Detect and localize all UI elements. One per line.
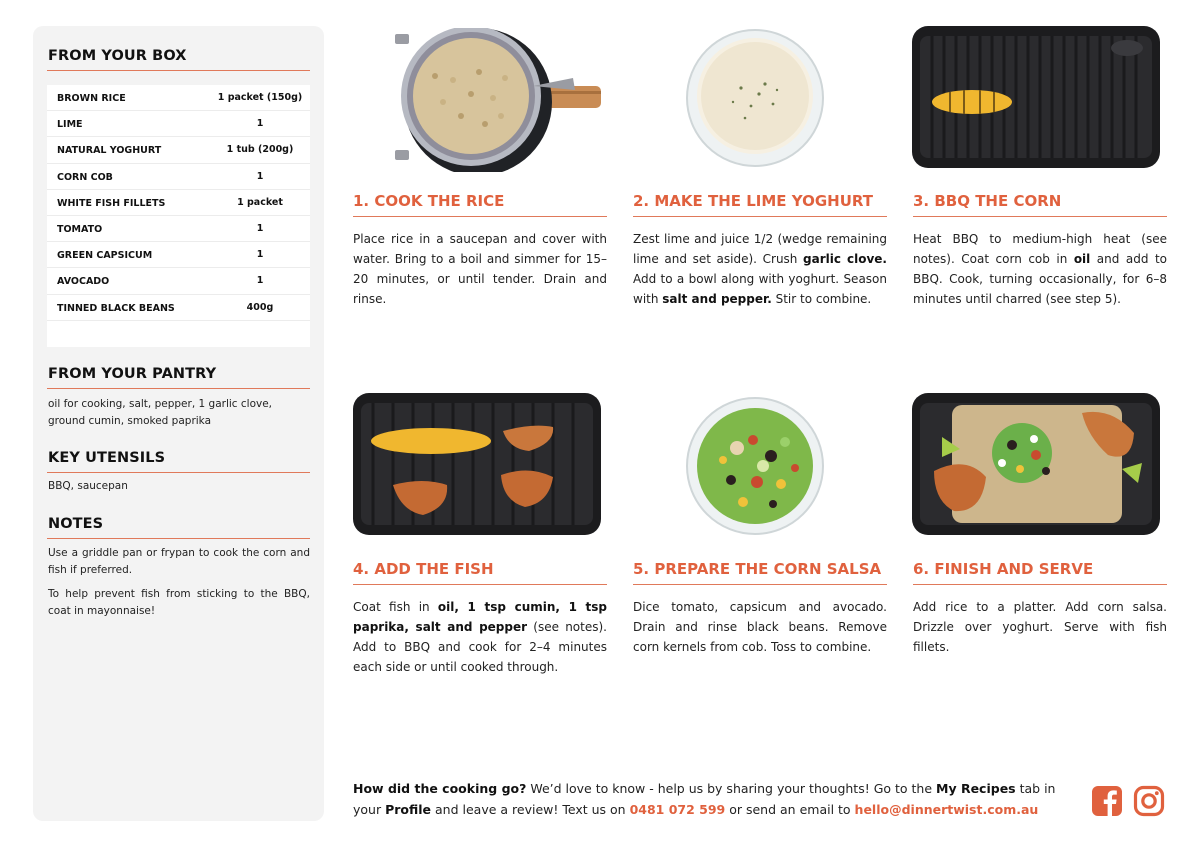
ingredient-row [47, 268, 310, 294]
ingredient-quantity: 1 [256, 170, 264, 182]
facebook-icon[interactable] [1091, 785, 1123, 817]
step-ingredient-highlight: salt and pepper. [662, 292, 772, 306]
instagram-icon[interactable] [1133, 785, 1165, 817]
step-title: 4. ADD THE FISH [353, 560, 494, 578]
step-text: (see notes). Add to BBQ and cook for 2–4 minutes each side or until cooked through. [353, 620, 607, 674]
pantry-text: oil for cooking, salt, pepper, 1 garlic clove, ground cumin, smoked paprika [48, 398, 273, 427]
footer-text: tab in your [353, 781, 1056, 817]
step-title: 5. PREPARE THE CORN SALSA [633, 560, 882, 578]
step-title: 3. BBQ THE CORN [913, 192, 1062, 210]
ingredient-name: AVOCADO [57, 276, 110, 288]
finished-platter-image [912, 393, 1160, 535]
step-text: Dice tomato, capsicum and avocado. Drain and rinse black beans. Remove corn kernels from cob. Toss to combine. [633, 600, 887, 654]
ingredient-name: TINNED BLACK BEANS [57, 302, 175, 314]
ingredient-quantity: 1 [256, 249, 264, 261]
step-text: Heat BBQ to medium-high heat (see notes). Coat corn cob in [913, 232, 1167, 266]
step-text: and add to BBQ. Cook, turning occasionally, for 6–8 minutes until charred (see step 5). [913, 252, 1167, 306]
from-your-box-title: FROM YOUR BOX [48, 48, 187, 64]
rice-strainer-image [383, 28, 603, 172]
step-instructions [633, 597, 887, 657]
ingredient-row [47, 216, 310, 242]
ingredient-quantity: 1 packet [237, 196, 283, 208]
sidebar [33, 26, 324, 821]
step-instructions [913, 597, 1167, 657]
ingredient-quantity: 400g [246, 301, 274, 313]
divider [633, 216, 887, 217]
profile-link[interactable]: Profile [385, 802, 432, 817]
step-title: 1. COOK THE RICE [353, 192, 505, 210]
footer-text: or send an email to [725, 802, 855, 817]
ingredient-row [47, 295, 310, 321]
ingredient-quantity: 1 [256, 223, 264, 234]
ingredient-name: NATURAL YOGHURT [57, 145, 162, 157]
email-link[interactable]: hello@dinnertwist.com.au [854, 802, 1039, 817]
ingredient-row [47, 164, 310, 190]
footer-question: How did the cooking go? [353, 781, 527, 796]
divider [47, 472, 310, 473]
yoghurt-bowl-image [685, 28, 825, 168]
ingredient-quantity: 1 [256, 275, 264, 287]
step-ingredient-highlight: oil [1073, 252, 1091, 266]
step-text: Stir to combine. [771, 292, 872, 306]
utensils-text: BBQ, saucepan [48, 480, 128, 492]
step-instructions [913, 229, 1167, 309]
ingredients-table [47, 85, 310, 347]
phone-number-link[interactable]: 0481 072 599 [629, 802, 726, 817]
step-text: Zest lime and juice 1/2 (wedge remaining lime and set aside). Crush [633, 232, 887, 266]
divider [633, 584, 887, 585]
step-ingredient-highlight: garlic clove. [803, 252, 887, 266]
ingredient-name: TOMATO [57, 224, 103, 235]
step-text: Add rice to a platter. Add corn salsa. Drizzle over yoghurt. Serve with fish fillets. [913, 600, 1167, 654]
divider [353, 216, 607, 217]
step-text: Coat fish in [353, 600, 438, 614]
divider [913, 584, 1167, 585]
step-ingredient-highlight: oil, 1 tsp cumin, 1 tsp paprika, salt and pepper [353, 600, 607, 634]
from-your-pantry-title: FROM YOUR PANTRY [48, 366, 217, 382]
divider [47, 538, 310, 539]
ingredient-row [47, 111, 310, 137]
bbq-fish-image [353, 393, 601, 535]
key-utensils-title: KEY UTENSILS [48, 450, 166, 466]
ingredient-quantity: 1 [256, 118, 264, 130]
corn-salsa-bowl-image [685, 396, 825, 536]
ingredient-name: BROWN RICE [57, 93, 126, 104]
divider [47, 388, 310, 389]
step-title: 2. MAKE THE LIME YOGHURT [633, 192, 874, 210]
step-text: Place rice in a saucepan and cover with water. Bring to a boil and simmer for 15–20 minutes, or until tender. Drain and rinse. [353, 232, 607, 306]
ingredient-row [47, 190, 310, 216]
step-instructions [353, 597, 607, 677]
step-instructions [353, 229, 607, 309]
step-title: 6. FINISH AND SERVE [913, 560, 1094, 578]
note-item: Use a griddle pan or frypan to cook the corn and fish if preferred. [48, 547, 310, 576]
my-recipes-link[interactable]: My Recipes [936, 781, 1016, 796]
ingredient-name: GREEN CAPSICUM [57, 250, 153, 262]
divider [913, 216, 1167, 217]
ingredient-name: CORN COB [57, 171, 113, 183]
divider [47, 70, 310, 71]
divider [353, 584, 607, 585]
footer-text: We’d love to know - help us by sharing your thoughts! Go to the [526, 781, 937, 796]
feedback-footer [353, 778, 1073, 820]
ingredient-quantity: 1 tub (200g) [226, 144, 294, 156]
ingredient-name: LIME [57, 119, 83, 131]
ingredient-row [47, 85, 310, 111]
note-item: To help prevent fish from sticking to the BBQ, coat in mayonnaise! [48, 588, 310, 617]
notes-title: NOTES [48, 516, 104, 532]
ingredient-row [47, 137, 310, 163]
step-instructions [633, 229, 887, 309]
ingredient-name: WHITE FISH FILLETS [57, 197, 166, 209]
step-text: Add to a bowl along with yoghurt. Season with [633, 272, 887, 306]
ingredient-quantity: 1 packet (150g) [217, 92, 303, 103]
footer-text: and leave a review! Text us on [431, 802, 630, 817]
ingredient-row [47, 242, 310, 268]
bbq-corn-image [912, 26, 1160, 168]
